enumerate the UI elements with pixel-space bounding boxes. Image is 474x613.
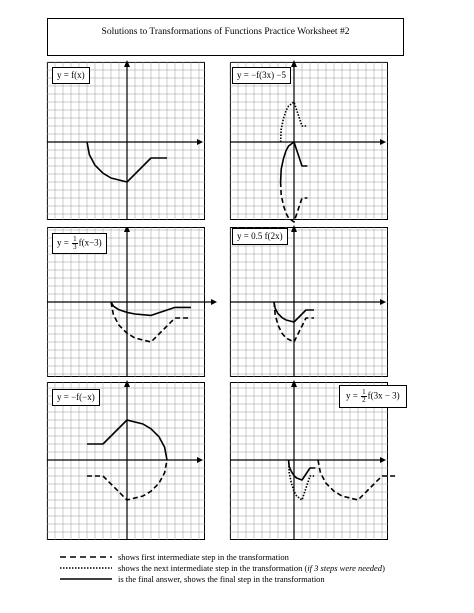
legend-row-dotted bbox=[60, 563, 460, 574]
equation-label-1 bbox=[52, 67, 90, 84]
equation-label-5 bbox=[52, 389, 100, 406]
equation-fraction bbox=[72, 236, 78, 251]
legend-text-dotted-after: ) bbox=[382, 563, 385, 573]
legend-text-dotted bbox=[118, 563, 385, 573]
graph-1 bbox=[47, 62, 205, 220]
equation-text-post: f(3x − 3) bbox=[367, 390, 400, 401]
legend-text-dotted-italic: if 3 steps were needed bbox=[307, 563, 383, 573]
equation-fraction bbox=[361, 389, 367, 404]
legend-text-solid: is the final answer, shows the final step in the transformation bbox=[118, 574, 325, 584]
equation-text: y = −f(3x) −5 bbox=[237, 70, 286, 80]
dotted-line-sample bbox=[60, 566, 112, 570]
solid-line-sample bbox=[60, 577, 112, 581]
x-axis-arrow bbox=[211, 299, 217, 305]
equation-label-3 bbox=[52, 233, 107, 254]
fraction-numerator: 1 bbox=[362, 388, 366, 396]
equation-text-pre: y = bbox=[346, 390, 361, 401]
fraction-denominator: 2 bbox=[362, 396, 366, 404]
equation-label-6 bbox=[339, 385, 407, 408]
equation-text: y = −f(−x) bbox=[57, 392, 95, 402]
title-box bbox=[47, 18, 404, 56]
legend-text-dotted-before: shows the next intermediate step in the transformation ( bbox=[118, 563, 308, 573]
legend-row-solid bbox=[60, 574, 460, 585]
legend-text-dashed: shows first intermediate step in the transformation bbox=[118, 552, 289, 562]
graph-2 bbox=[230, 62, 388, 220]
fraction-denominator: 3 bbox=[73, 243, 77, 251]
equation-text: y = f(x) bbox=[57, 70, 85, 80]
equation-text-pre: y = bbox=[57, 237, 72, 248]
worksheet-title: Solutions to Transformations of Functions Practice Worksheet #2 bbox=[101, 27, 350, 37]
equation-text: y = 0.5 f(2x) bbox=[237, 231, 283, 241]
equation-label-4 bbox=[232, 228, 288, 245]
legend-row-dashed bbox=[60, 552, 460, 563]
fraction-numerator: 1 bbox=[73, 235, 77, 243]
equation-text-post: f(x−3) bbox=[78, 237, 102, 248]
equation-label-2 bbox=[232, 67, 291, 84]
dashed-line-sample bbox=[60, 555, 112, 559]
legend bbox=[60, 552, 460, 585]
graph-4 bbox=[230, 227, 388, 377]
